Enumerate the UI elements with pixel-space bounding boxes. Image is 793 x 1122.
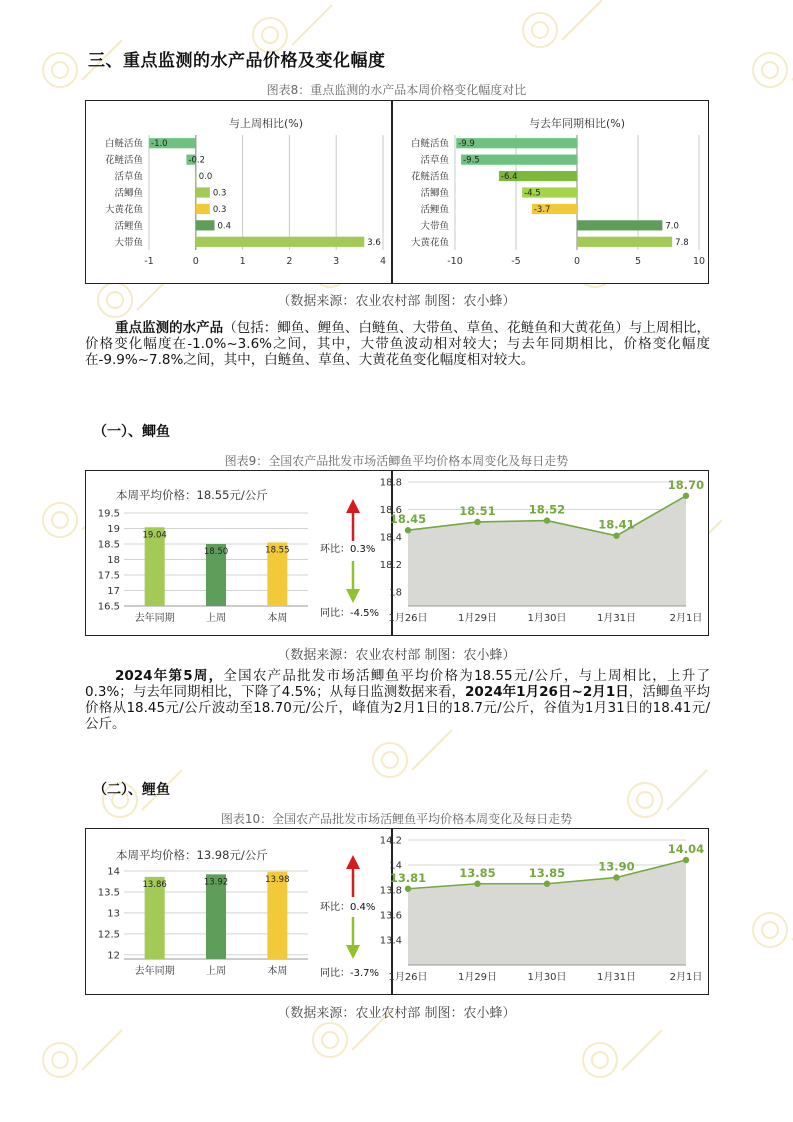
data-point (405, 527, 411, 533)
bee-logo-icon (762, 922, 778, 938)
y-tick-label: 18 (389, 587, 402, 599)
category-label: 活鲫鱼 (420, 188, 449, 199)
figure-9-caption: 图表9：全国农产品批发市场活鲫鱼平均价格本周变化及每日走势 (224, 454, 569, 468)
y-tick-label: 18 (107, 555, 120, 566)
bee-logo-icon (592, 1052, 608, 1068)
y-tick-label: 13.5 (97, 887, 120, 899)
bee-logo-icon (532, 22, 548, 38)
data-label: 3.6 (367, 237, 381, 248)
data-label: -6.4 (500, 172, 518, 183)
section-title: 三、重点监测的水产品价格及变化幅度 (88, 51, 386, 71)
y-tick-label: 13.8 (379, 885, 402, 897)
bar (265, 872, 290, 959)
data-label: -1.0 (151, 139, 168, 150)
figure-10-source: （数据来源：农业农村部 制图：农小蜂） (277, 1006, 516, 1021)
x-tick-label: 4 (379, 256, 387, 267)
watermark-stroke (412, 730, 452, 770)
data-label: -3.7 (533, 204, 551, 215)
category-label: 活鲤鱼 (114, 220, 143, 232)
chart-yearly-change (392, 101, 708, 283)
x-tick-label: 1月31日 (596, 613, 637, 624)
y-tick-label: 19.5 (97, 508, 120, 520)
bee-logo-icon (637, 792, 653, 808)
data-label: 18.51 (459, 503, 496, 518)
paragraph-summary-text: （包括：鲫鱼、鲤鱼、白鲢鱼、大带鱼、草鱼、花鲢鱼和大黄花鱼）与上周相比，价格变化幅度在-1.0%~3.6%之间，其中，大带鱼波动相对较大；与去年同期相比，价格变化幅度在-9.9%~7.8%之间，其中，白鲢鱼、草鱼、大黄花鱼变化幅度相对较大。 (85, 320, 711, 368)
category-label: 活草鱼 (420, 155, 449, 167)
x-tick-label: 1 (239, 256, 246, 267)
x-tick-label: 1月30日 (527, 972, 567, 983)
y-tick-label: 12.5 (97, 929, 120, 941)
category-label: 白鲢活鱼 (104, 138, 143, 150)
category-label: 活草鱼 (114, 171, 143, 183)
data-label: 7.8 (675, 237, 689, 248)
paragraph-crucian-text2: ，活鲫鱼平均价格从18.45元/公斤波动至18.70元/公斤，峰值为2月1日的18.7元/公斤，谷值为1月31日的18.41元/公斤。 (85, 684, 711, 732)
data-label: -9.5 (463, 155, 480, 166)
bee-logo-icon (322, 1032, 338, 1048)
x-tick-label: 2 (286, 256, 293, 267)
figure-8-frame (85, 100, 709, 284)
x-tick-label: 2月1日 (669, 613, 703, 624)
bar (196, 220, 215, 230)
data-label: 13.86 (142, 879, 167, 890)
category-label: 花鲢活鱼 (410, 171, 449, 183)
category-label: 上周 (206, 613, 226, 624)
crucian-average-price: 本周平均价格：18.55元/公斤 (116, 488, 268, 502)
y-tick-label: 14 (389, 860, 402, 872)
crucian-yoy-label: 同比：-4.5% (320, 608, 380, 619)
category-label: 大黄花鱼 (104, 204, 143, 216)
bar (577, 237, 672, 247)
data-point (683, 493, 689, 499)
x-tick-label: 0 (192, 256, 199, 267)
category-label: 大黄花鱼 (410, 237, 449, 249)
y-tick-label: 18.4 (379, 532, 402, 544)
bar (196, 204, 210, 214)
data-label: -4.5 (524, 188, 541, 199)
x-tick-label: 1月29日 (457, 972, 498, 983)
subsection-title-crucian: （一）、鲫鱼 (93, 424, 170, 440)
watermark-stroke (562, 0, 602, 40)
x-tick-label: 0 (573, 256, 581, 267)
data-label: 18.55 (265, 545, 290, 556)
category-label: 大带鱼 (114, 237, 143, 249)
y-tick-label: 18.8 (379, 477, 402, 489)
data-label: -9.9 (458, 139, 475, 150)
data-label: 0.3 (212, 188, 227, 199)
up-arrow-icon (346, 855, 360, 897)
x-tick-label: -1 (144, 256, 154, 267)
data-label: 18.70 (667, 477, 705, 492)
bee-logo-icon (262, 27, 278, 43)
category-label: 去年同期 (134, 966, 175, 977)
data-point (474, 519, 480, 525)
x-tick-label: 5 (634, 256, 642, 267)
data-label: 0.0 (198, 172, 213, 183)
x-tick-label: 10 (692, 256, 706, 267)
x-tick-label: 1月26日 (388, 613, 428, 624)
paragraph-crucian-dates: 2024年1月26日~2月1日 (465, 684, 629, 700)
data-label: 13.85 (459, 865, 496, 880)
bee-logo-icon (52, 62, 68, 78)
data-label: 13.81 (389, 870, 427, 885)
up-arrow-icon (346, 499, 360, 541)
paragraph-summary-lead: 重点监测的水产品 (115, 320, 224, 336)
y-tick-label: 13.6 (379, 910, 402, 922)
category-label: 本周 (267, 613, 288, 624)
x-tick-label: 1月29日 (457, 613, 498, 624)
data-label: 13.90 (598, 859, 635, 874)
y-tick-label: 18.5 (97, 539, 120, 551)
crucian-mom-label: 环比：0.3% (320, 544, 376, 555)
category-label: 活鲤鱼 (420, 204, 449, 216)
data-label: 18.52 (528, 502, 566, 517)
bar (196, 171, 197, 181)
data-label: 13.85 (528, 865, 566, 880)
down-arrow-icon (346, 561, 360, 603)
category-label: 本周 (267, 966, 288, 977)
y-tick-label: 13.4 (379, 935, 402, 947)
y-tick-label: 19 (107, 524, 120, 535)
data-label: 0.4 (217, 221, 232, 232)
data-point (613, 874, 619, 880)
y-tick-label: 17 (107, 586, 120, 597)
data-label: 13.98 (265, 874, 290, 885)
bee-logo-icon (313, 1023, 347, 1057)
bee-logo-icon (43, 503, 77, 537)
bar (196, 237, 364, 247)
watermark-stroke (667, 770, 707, 810)
x-tick-label: -5 (511, 256, 521, 267)
data-label: 13.92 (203, 877, 229, 888)
figure-8-caption: 图表8：重点监测的水产品本周价格变化幅度对比 (266, 83, 527, 97)
figure-8-source: （数据来源：农业农村部 制图：农小蜂） (277, 294, 516, 309)
chart-crucian-daily (379, 471, 708, 635)
carp-mom-label: 环比：0.4% (320, 902, 376, 913)
chart-title: 与上周相比(%) (228, 117, 304, 130)
chart-carp-compare (86, 829, 326, 994)
chart-carp-daily (379, 829, 708, 994)
bee-logo-icon (373, 743, 407, 777)
data-point (683, 857, 689, 863)
carp-yoy-label: 同比：-3.7% (320, 968, 380, 979)
x-tick-label: 3 (333, 256, 340, 267)
data-point (474, 881, 480, 887)
paragraph-crucian-week: 2024年第5周， (115, 668, 224, 684)
watermark-stroke (622, 1030, 662, 1070)
y-tick-label: 14.2 (379, 835, 402, 847)
watermark-stroke (82, 1030, 122, 1070)
bee-logo-icon (43, 1043, 77, 1077)
category-label: 花鲢活鱼 (104, 155, 143, 167)
category-label: 大带鱼 (420, 220, 449, 232)
chart-weekly-change (86, 101, 391, 283)
figure-10-caption: 图表10：全国农产品批发市场活鲤鱼平均价格本周变化及每日走势 (220, 812, 573, 826)
category-label: 白鲢活鱼 (410, 138, 449, 150)
data-label: 14.04 (667, 842, 705, 856)
down-arrow-icon (346, 917, 360, 959)
data-point (613, 533, 619, 539)
y-tick-label: 17.5 (97, 570, 120, 582)
figure-9-source: （数据来源：农业农村部 制图：农小蜂） (277, 648, 516, 663)
x-tick-label: 1月30日 (527, 613, 567, 624)
bee-logo-icon (52, 512, 68, 528)
figure-9-frame (85, 470, 709, 636)
data-label: 7.0 (665, 221, 679, 232)
data-label: 18.50 (203, 547, 229, 557)
bee-logo-icon (762, 62, 778, 78)
carp-average-price: 本周平均价格：13.98元/公斤 (116, 848, 268, 862)
x-tick-label: 1月31日 (596, 972, 637, 983)
bee-logo-icon (583, 1043, 617, 1077)
figure-10-frame (85, 828, 709, 995)
paragraph-crucian (85, 668, 710, 732)
bar (577, 220, 662, 230)
data-label: 18.41 (598, 517, 635, 532)
bee-logo-icon (523, 13, 557, 47)
data-point (544, 881, 550, 887)
x-tick-label: 1月26日 (388, 972, 428, 983)
category-label: 活鲫鱼 (114, 188, 143, 199)
bee-logo-icon (753, 913, 787, 947)
watermark-stroke (292, 5, 332, 45)
y-tick-label: 13 (107, 908, 120, 920)
y-tick-label: 18.6 (379, 505, 402, 517)
chart-crucian-compare (86, 471, 326, 635)
chart-title: 与去年同期相比(%) (528, 117, 626, 130)
category-label: 上周 (206, 966, 226, 977)
bee-logo-icon (382, 752, 398, 768)
x-tick-label: 2月1日 (669, 972, 703, 983)
category-label: 去年同期 (134, 613, 175, 624)
bee-logo-icon (52, 1052, 68, 1068)
x-tick-label: -10 (447, 256, 463, 267)
data-point (405, 886, 411, 892)
data-label: -0.2 (188, 155, 206, 166)
data-label: 19.04 (142, 530, 167, 541)
y-tick-label: 14 (107, 866, 120, 878)
y-tick-label: 12 (107, 950, 120, 962)
data-point (544, 517, 550, 523)
bar (196, 187, 210, 197)
data-label: 0.3 (212, 204, 227, 215)
y-tick-label: 16.5 (97, 601, 120, 613)
paragraph-summary (85, 320, 710, 368)
subsection-title-carp: （二）、鲤鱼 (93, 782, 170, 798)
y-tick-label: 18.2 (379, 560, 402, 572)
paragraph-crucian-text1: 全国农产品批发市场活鲫鱼平均价格为18.55元/公斤，与上周相比，上升了0.3%；与去年同期相比，下降了4.5%；从每日监测数据来看， (85, 668, 710, 700)
data-label: 18.45 (389, 512, 427, 527)
